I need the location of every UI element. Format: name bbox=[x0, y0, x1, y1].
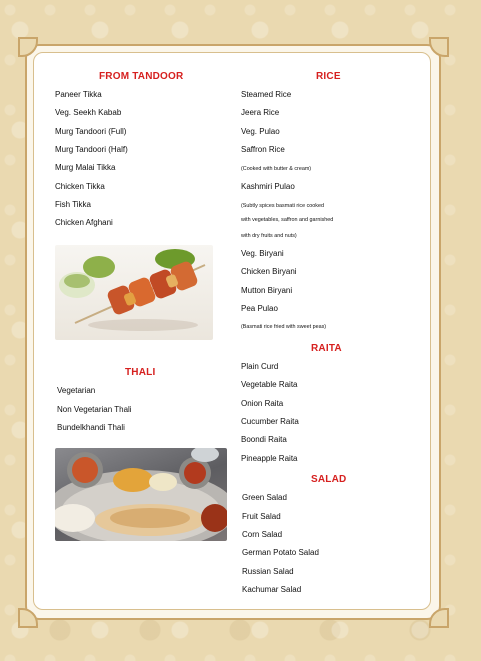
menu-item: Vegetable Raita bbox=[241, 380, 298, 389]
menu-item: Chicken Biryani bbox=[241, 267, 297, 276]
item-description: (Subtly spices basmati rice cooked bbox=[241, 203, 324, 209]
menu-item: Onion Raita bbox=[241, 399, 284, 408]
salad-heading: SALAD bbox=[311, 474, 347, 485]
menu-item: Corn Salad bbox=[242, 530, 283, 539]
thali-image bbox=[55, 448, 227, 541]
menu-item: Murg Malai Tikka bbox=[55, 163, 116, 172]
item-description: with vegetables, saffron and garnished bbox=[241, 217, 334, 223]
menu-item: Cucumber Raita bbox=[241, 417, 299, 426]
menu-item: Chicken Afghani bbox=[55, 218, 113, 227]
menu-item: Non Vegetarian Thali bbox=[57, 405, 132, 414]
menu-item: Fruit Salad bbox=[242, 512, 281, 521]
menu-item: Saffron Rice bbox=[241, 145, 285, 154]
menu-item: Veg. Pulao bbox=[241, 127, 280, 136]
menu-item: Paneer Tikka bbox=[55, 90, 102, 99]
menu-item: Chicken Tikka bbox=[55, 182, 105, 191]
menu-item: Pea Pulao bbox=[241, 304, 278, 313]
item-description: with dry fruits and nuts) bbox=[241, 233, 297, 239]
menu-item: Kashmiri Pulao bbox=[241, 182, 295, 191]
menu-item: Veg. Biryani bbox=[241, 249, 284, 258]
menu-item: Vegetarian bbox=[57, 386, 96, 395]
thali-photo bbox=[55, 448, 227, 541]
menu-item: Plain Curd bbox=[241, 362, 279, 371]
thali-heading: THALI bbox=[125, 367, 156, 378]
menu-item: Green Salad bbox=[242, 493, 287, 502]
menu-item: Steamed Rice bbox=[241, 90, 292, 99]
rice-heading: RICE bbox=[316, 71, 341, 82]
menu-item: Pineapple Raita bbox=[241, 454, 298, 463]
menu-item: Russian Salad bbox=[242, 567, 294, 576]
menu-item: Jeera Rice bbox=[241, 108, 280, 117]
item-description: (Cooked with butter & cream) bbox=[241, 166, 312, 172]
raita-heading: RAITA bbox=[311, 343, 342, 354]
menu-item: Kachumar Salad bbox=[242, 585, 302, 594]
kebab-photo bbox=[55, 245, 213, 340]
menu-item: Boondi Raita bbox=[241, 435, 287, 444]
menu-item: Murg Tandoori (Full) bbox=[55, 127, 127, 136]
menu-item: Veg. Seekh Kabab bbox=[55, 108, 122, 117]
menu-item: Bundelkhandi Thali bbox=[57, 423, 125, 432]
tandoor-heading: FROM TANDOOR bbox=[99, 71, 184, 82]
kebab-image bbox=[55, 245, 213, 340]
item-description: (Basmati rice fried with sweet peas) bbox=[241, 324, 327, 330]
menu-item: Mutton Biryani bbox=[241, 286, 293, 295]
menu-item: Fish Tikka bbox=[55, 200, 92, 209]
menu-item: German Potato Salad bbox=[242, 548, 319, 557]
menu-item: Murg Tandoori (Half) bbox=[55, 145, 128, 154]
